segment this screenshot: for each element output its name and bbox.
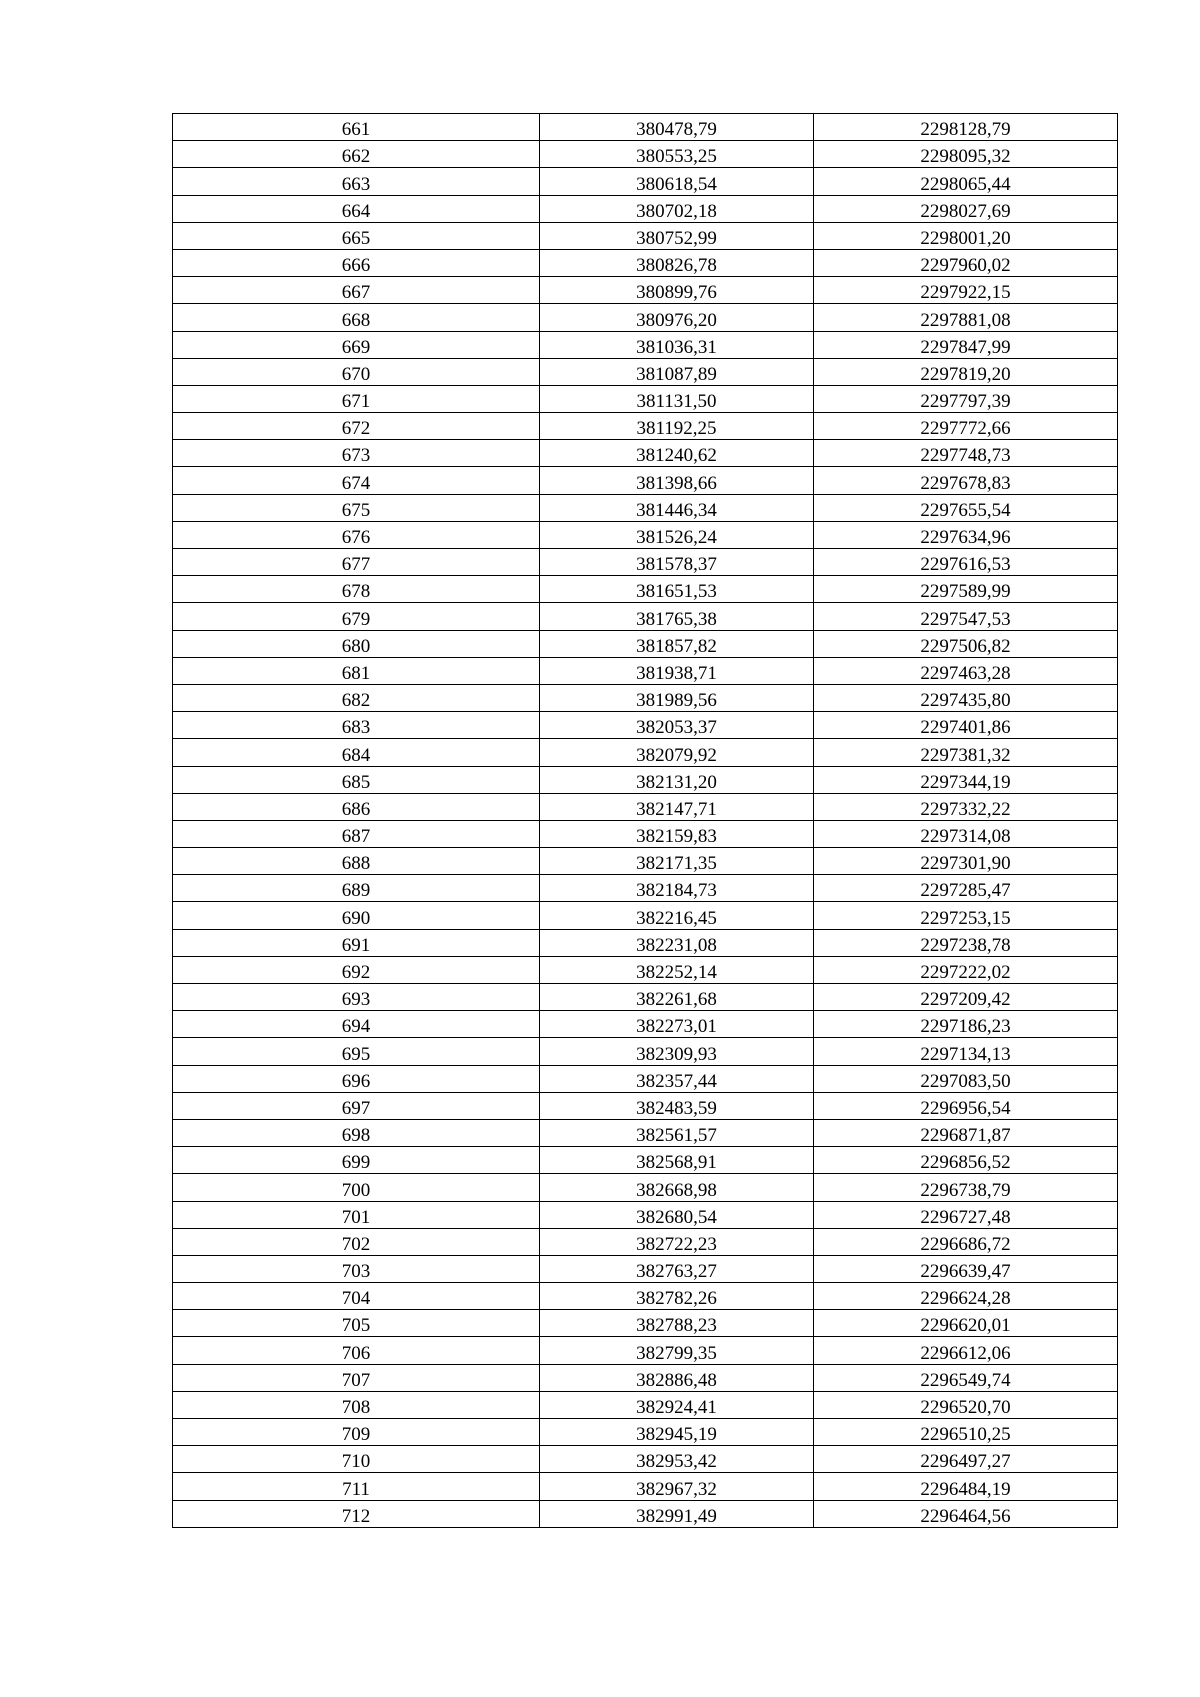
x-coordinate-cell: 382967,32 [540, 1473, 814, 1500]
y-coordinate-cell: 2296464,56 [814, 1500, 1118, 1527]
table-row [173, 1038, 1118, 1065]
x-coordinate-cell: 380826,78 [540, 249, 814, 276]
table-row [173, 766, 1118, 793]
table-row [173, 249, 1118, 276]
table-row [173, 875, 1118, 902]
x-coordinate-cell: 380752,99 [540, 222, 814, 249]
table-row [173, 956, 1118, 983]
point-number-cell: 710 [173, 1446, 540, 1473]
point-number-cell: 685 [173, 766, 540, 793]
y-coordinate-cell: 2297634,96 [814, 521, 1118, 548]
table-row [173, 1174, 1118, 1201]
table-row [173, 902, 1118, 929]
table-row [173, 385, 1118, 412]
table-row [173, 1011, 1118, 1038]
table-row [173, 195, 1118, 222]
x-coordinate-cell: 382788,23 [540, 1310, 814, 1337]
point-number-cell: 678 [173, 576, 540, 603]
x-coordinate-cell: 382568,91 [540, 1147, 814, 1174]
x-coordinate-cell: 382357,44 [540, 1065, 814, 1092]
x-coordinate-cell: 381192,25 [540, 413, 814, 440]
x-coordinate-cell: 380618,54 [540, 168, 814, 195]
table-row [173, 114, 1118, 141]
table-row [173, 739, 1118, 766]
x-coordinate-cell: 382261,68 [540, 984, 814, 1011]
table-row [173, 1500, 1118, 1527]
x-coordinate-cell: 382782,26 [540, 1283, 814, 1310]
point-number-cell: 668 [173, 304, 540, 331]
y-coordinate-cell: 2298128,79 [814, 114, 1118, 141]
x-coordinate-cell: 382945,19 [540, 1419, 814, 1446]
point-number-cell: 667 [173, 277, 540, 304]
x-coordinate-cell: 381938,71 [540, 657, 814, 684]
point-number-cell: 674 [173, 467, 540, 494]
y-coordinate-cell: 2296738,79 [814, 1174, 1118, 1201]
y-coordinate-cell: 2296510,25 [814, 1419, 1118, 1446]
table-row [173, 1364, 1118, 1391]
x-coordinate-cell: 382273,01 [540, 1011, 814, 1038]
point-number-cell: 679 [173, 603, 540, 630]
table-row [173, 304, 1118, 331]
x-coordinate-cell: 382680,54 [540, 1201, 814, 1228]
x-coordinate-cell: 382483,59 [540, 1092, 814, 1119]
table-row [173, 929, 1118, 956]
x-coordinate-cell: 382171,35 [540, 848, 814, 875]
point-number-cell: 708 [173, 1391, 540, 1418]
point-number-cell: 665 [173, 222, 540, 249]
x-coordinate-cell: 382147,71 [540, 793, 814, 820]
point-number-cell: 709 [173, 1419, 540, 1446]
table-row [173, 222, 1118, 249]
table-row [173, 1473, 1118, 1500]
y-coordinate-cell: 2297186,23 [814, 1011, 1118, 1038]
y-coordinate-cell: 2297401,86 [814, 712, 1118, 739]
table-row [173, 684, 1118, 711]
point-number-cell: 669 [173, 331, 540, 358]
x-coordinate-cell: 382763,27 [540, 1255, 814, 1282]
y-coordinate-cell: 2297435,80 [814, 684, 1118, 711]
y-coordinate-cell: 2297134,13 [814, 1038, 1118, 1065]
table-row [173, 521, 1118, 548]
y-coordinate-cell: 2297083,50 [814, 1065, 1118, 1092]
point-number-cell: 694 [173, 1011, 540, 1038]
y-coordinate-cell: 2296686,72 [814, 1228, 1118, 1255]
y-coordinate-cell: 2296497,27 [814, 1446, 1118, 1473]
x-coordinate-cell: 380976,20 [540, 304, 814, 331]
x-coordinate-cell: 382309,93 [540, 1038, 814, 1065]
point-number-cell: 664 [173, 195, 540, 222]
y-coordinate-cell: 2297222,02 [814, 956, 1118, 983]
table-row [173, 277, 1118, 304]
table-row [173, 603, 1118, 630]
table-row [173, 1391, 1118, 1418]
x-coordinate-cell: 382668,98 [540, 1174, 814, 1201]
point-number-cell: 680 [173, 630, 540, 657]
y-coordinate-cell: 2297209,42 [814, 984, 1118, 1011]
table-row [173, 1119, 1118, 1146]
point-number-cell: 663 [173, 168, 540, 195]
x-coordinate-cell: 381857,82 [540, 630, 814, 657]
x-coordinate-cell: 382991,49 [540, 1500, 814, 1527]
point-number-cell: 688 [173, 848, 540, 875]
x-coordinate-cell: 382252,14 [540, 956, 814, 983]
table-row [173, 331, 1118, 358]
table-row [173, 168, 1118, 195]
y-coordinate-cell: 2297332,22 [814, 793, 1118, 820]
table-row [173, 1310, 1118, 1337]
x-coordinate-cell: 381446,34 [540, 494, 814, 521]
table-row [173, 576, 1118, 603]
point-number-cell: 693 [173, 984, 540, 1011]
y-coordinate-cell: 2297344,19 [814, 766, 1118, 793]
y-coordinate-cell: 2296520,70 [814, 1391, 1118, 1418]
y-coordinate-cell: 2297301,90 [814, 848, 1118, 875]
x-coordinate-cell: 382886,48 [540, 1364, 814, 1391]
point-number-cell: 706 [173, 1337, 540, 1364]
point-number-cell: 689 [173, 875, 540, 902]
point-number-cell: 712 [173, 1500, 540, 1527]
table-row [173, 1255, 1118, 1282]
x-coordinate-cell: 382924,41 [540, 1391, 814, 1418]
table-row [173, 494, 1118, 521]
y-coordinate-cell: 2296727,48 [814, 1201, 1118, 1228]
x-coordinate-cell: 381087,89 [540, 358, 814, 385]
x-coordinate-cell: 382799,35 [540, 1337, 814, 1364]
point-number-cell: 683 [173, 712, 540, 739]
x-coordinate-cell: 382953,42 [540, 1446, 814, 1473]
table-row [173, 1065, 1118, 1092]
table-row [173, 1283, 1118, 1310]
y-coordinate-cell: 2296956,54 [814, 1092, 1118, 1119]
point-number-cell: 691 [173, 929, 540, 956]
point-number-cell: 671 [173, 385, 540, 412]
y-coordinate-cell: 2297748,73 [814, 440, 1118, 467]
y-coordinate-cell: 2297314,08 [814, 820, 1118, 847]
point-number-cell: 677 [173, 549, 540, 576]
y-coordinate-cell: 2296612,06 [814, 1337, 1118, 1364]
table-row [173, 984, 1118, 1011]
table-row [173, 1228, 1118, 1255]
y-coordinate-cell: 2297506,82 [814, 630, 1118, 657]
point-number-cell: 703 [173, 1255, 540, 1282]
point-number-cell: 698 [173, 1119, 540, 1146]
point-number-cell: 704 [173, 1283, 540, 1310]
point-number-cell: 684 [173, 739, 540, 766]
point-number-cell: 681 [173, 657, 540, 684]
x-coordinate-cell: 380899,76 [540, 277, 814, 304]
y-coordinate-cell: 2297463,28 [814, 657, 1118, 684]
table-row [173, 820, 1118, 847]
y-coordinate-cell: 2298001,20 [814, 222, 1118, 249]
x-coordinate-cell: 381240,62 [540, 440, 814, 467]
x-coordinate-cell: 381036,31 [540, 331, 814, 358]
y-coordinate-cell: 2297589,99 [814, 576, 1118, 603]
y-coordinate-cell: 2298027,69 [814, 195, 1118, 222]
point-number-cell: 687 [173, 820, 540, 847]
point-number-cell: 711 [173, 1473, 540, 1500]
point-number-cell: 707 [173, 1364, 540, 1391]
point-number-cell: 676 [173, 521, 540, 548]
y-coordinate-cell: 2297960,02 [814, 249, 1118, 276]
point-number-cell: 700 [173, 1174, 540, 1201]
x-coordinate-cell: 382079,92 [540, 739, 814, 766]
point-number-cell: 696 [173, 1065, 540, 1092]
y-coordinate-cell: 2297772,66 [814, 413, 1118, 440]
y-coordinate-cell: 2297285,47 [814, 875, 1118, 902]
x-coordinate-cell: 382159,83 [540, 820, 814, 847]
point-number-cell: 705 [173, 1310, 540, 1337]
point-number-cell: 670 [173, 358, 540, 385]
x-coordinate-cell: 380553,25 [540, 141, 814, 168]
point-number-cell: 673 [173, 440, 540, 467]
table-row [173, 1201, 1118, 1228]
y-coordinate-cell: 2297678,83 [814, 467, 1118, 494]
x-coordinate-cell: 381578,37 [540, 549, 814, 576]
point-number-cell: 702 [173, 1228, 540, 1255]
x-coordinate-cell: 382722,23 [540, 1228, 814, 1255]
table-row [173, 413, 1118, 440]
x-coordinate-cell: 381526,24 [540, 521, 814, 548]
x-coordinate-cell: 380478,79 [540, 114, 814, 141]
coordinates-table-body [173, 114, 1118, 1528]
y-coordinate-cell: 2297616,53 [814, 549, 1118, 576]
y-coordinate-cell: 2296549,74 [814, 1364, 1118, 1391]
x-coordinate-cell: 382053,37 [540, 712, 814, 739]
y-coordinate-cell: 2298065,44 [814, 168, 1118, 195]
x-coordinate-cell: 382231,08 [540, 929, 814, 956]
table-row [173, 1446, 1118, 1473]
x-coordinate-cell: 381131,50 [540, 385, 814, 412]
y-coordinate-cell: 2296484,19 [814, 1473, 1118, 1500]
y-coordinate-cell: 2297253,15 [814, 902, 1118, 929]
point-number-cell: 686 [173, 793, 540, 820]
table-row [173, 848, 1118, 875]
y-coordinate-cell: 2296639,47 [814, 1255, 1118, 1282]
point-number-cell: 690 [173, 902, 540, 929]
table-row [173, 1337, 1118, 1364]
table-row [173, 141, 1118, 168]
point-number-cell: 682 [173, 684, 540, 711]
point-number-cell: 661 [173, 114, 540, 141]
point-number-cell: 672 [173, 413, 540, 440]
table-row [173, 712, 1118, 739]
y-coordinate-cell: 2297547,53 [814, 603, 1118, 630]
y-coordinate-cell: 2297238,78 [814, 929, 1118, 956]
x-coordinate-cell: 382216,45 [540, 902, 814, 929]
x-coordinate-cell: 382184,73 [540, 875, 814, 902]
x-coordinate-cell: 381651,53 [540, 576, 814, 603]
y-coordinate-cell: 2296624,28 [814, 1283, 1118, 1310]
y-coordinate-cell: 2296856,52 [814, 1147, 1118, 1174]
x-coordinate-cell: 382131,20 [540, 766, 814, 793]
point-number-cell: 675 [173, 494, 540, 521]
x-coordinate-cell: 380702,18 [540, 195, 814, 222]
y-coordinate-cell: 2297922,15 [814, 277, 1118, 304]
table-row [173, 440, 1118, 467]
point-number-cell: 697 [173, 1092, 540, 1119]
y-coordinate-cell: 2297381,32 [814, 739, 1118, 766]
table-row [173, 793, 1118, 820]
point-number-cell: 662 [173, 141, 540, 168]
y-coordinate-cell: 2296620,01 [814, 1310, 1118, 1337]
point-number-cell: 695 [173, 1038, 540, 1065]
table-row [173, 549, 1118, 576]
table-row [173, 1147, 1118, 1174]
table-row [173, 467, 1118, 494]
x-coordinate-cell: 381765,38 [540, 603, 814, 630]
table-row [173, 358, 1118, 385]
y-coordinate-cell: 2297819,20 [814, 358, 1118, 385]
point-number-cell: 699 [173, 1147, 540, 1174]
table-row [173, 630, 1118, 657]
x-coordinate-cell: 382561,57 [540, 1119, 814, 1146]
table-row [173, 1092, 1118, 1119]
point-number-cell: 701 [173, 1201, 540, 1228]
point-number-cell: 692 [173, 956, 540, 983]
y-coordinate-cell: 2298095,32 [814, 141, 1118, 168]
point-number-cell: 666 [173, 249, 540, 276]
y-coordinate-cell: 2297881,08 [814, 304, 1118, 331]
y-coordinate-cell: 2297797,39 [814, 385, 1118, 412]
table-row [173, 1419, 1118, 1446]
x-coordinate-cell: 381989,56 [540, 684, 814, 711]
coordinates-table [172, 113, 1118, 1528]
y-coordinate-cell: 2297655,54 [814, 494, 1118, 521]
table-row [173, 657, 1118, 684]
y-coordinate-cell: 2297847,99 [814, 331, 1118, 358]
x-coordinate-cell: 381398,66 [540, 467, 814, 494]
y-coordinate-cell: 2296871,87 [814, 1119, 1118, 1146]
